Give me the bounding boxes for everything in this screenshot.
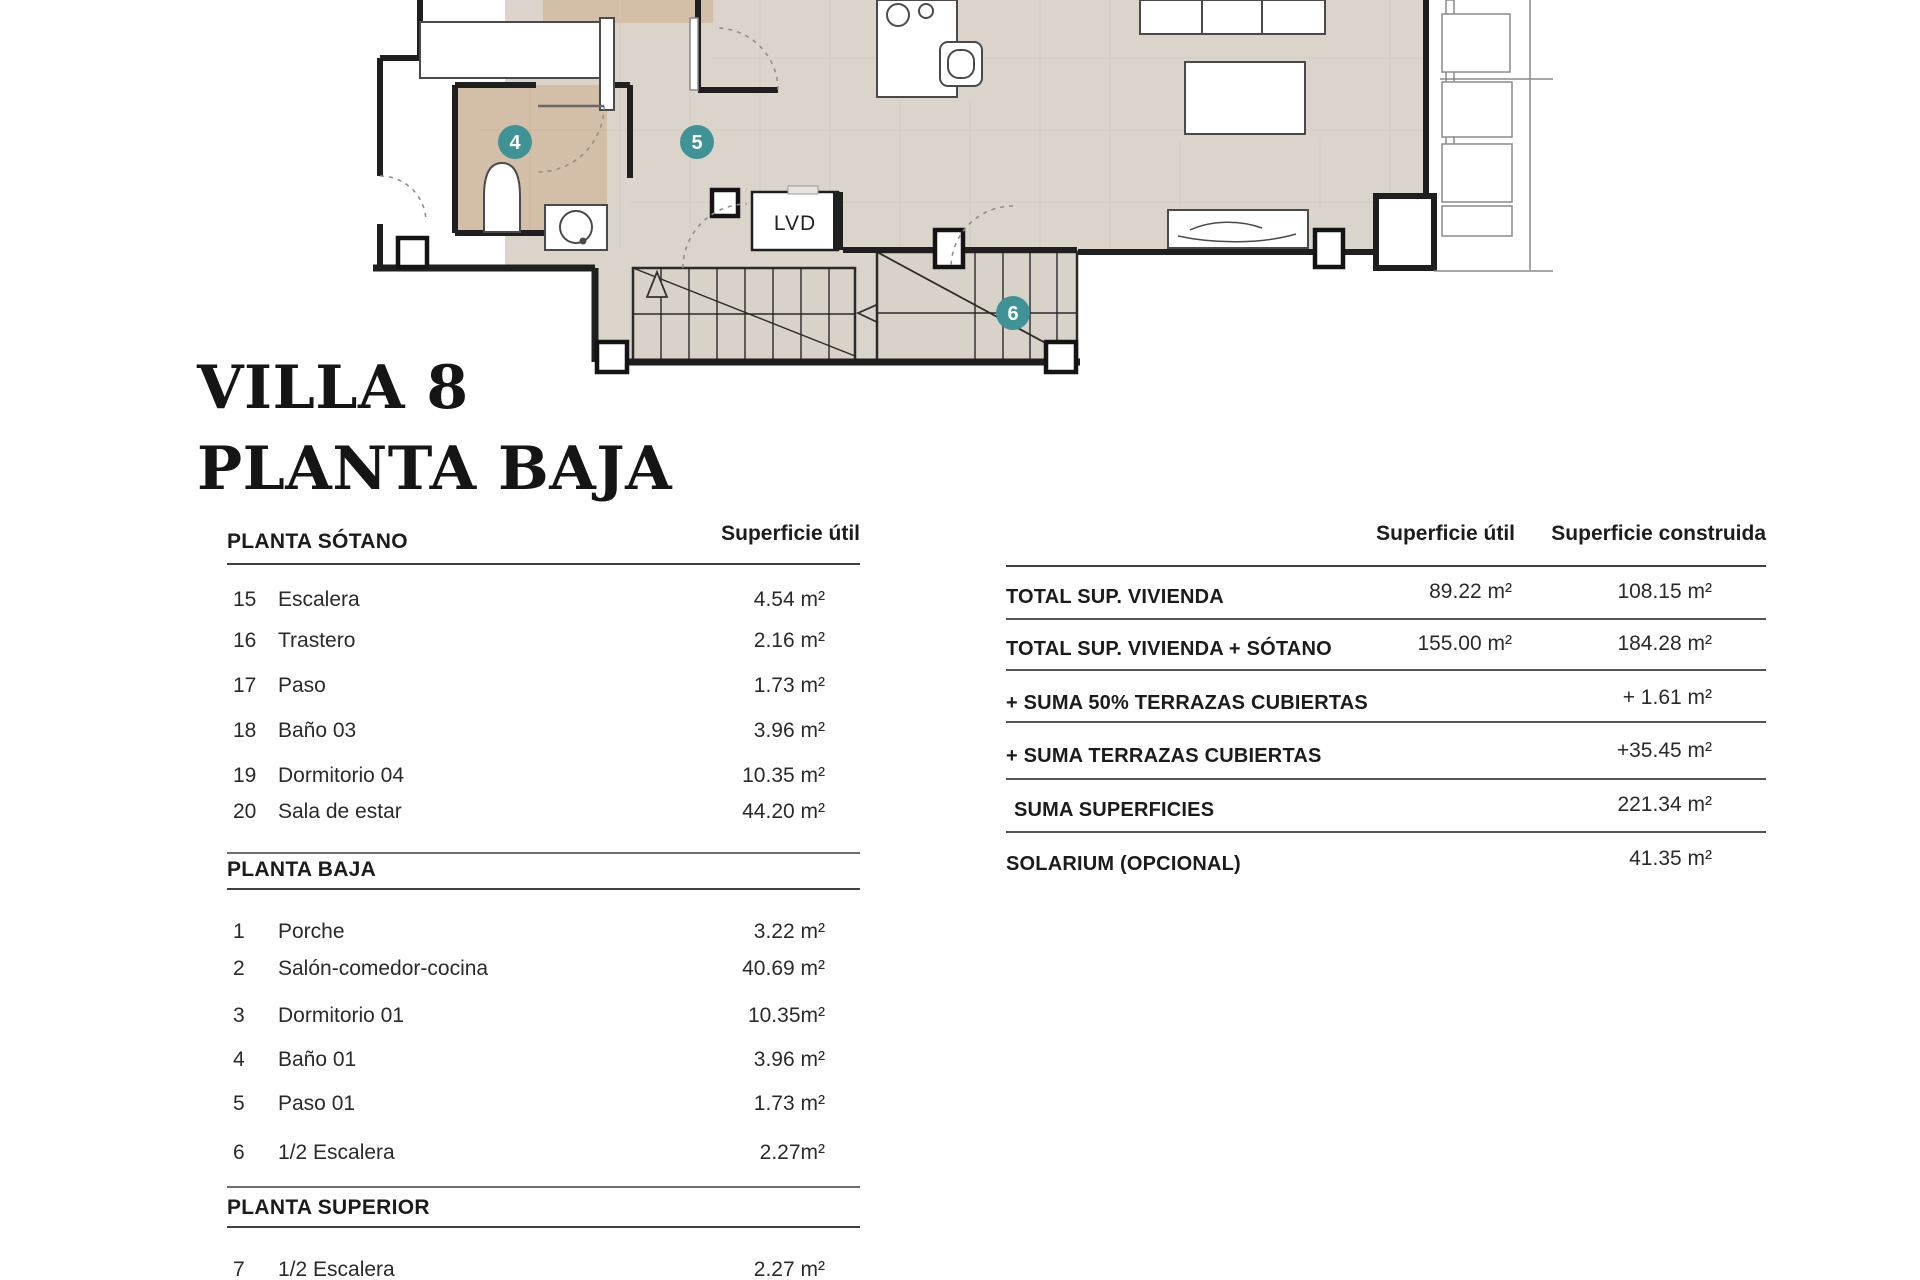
table-row <box>227 1141 850 1167</box>
divider <box>1006 831 1766 833</box>
row-value: 2.27 m² <box>753 1258 825 1280</box>
summary-row <box>1006 847 1766 879</box>
coffee-table <box>1185 62 1305 134</box>
summary-construida: 221.34 m² <box>1617 793 1712 816</box>
divider <box>227 852 860 854</box>
row-num: 18 <box>233 719 257 742</box>
row-value: 3.96 m² <box>753 1048 825 1071</box>
row-num: 7 <box>233 1258 245 1280</box>
summary-construida: + 1.61 m² <box>1622 686 1712 709</box>
row-value: 44.20 m² <box>742 800 825 823</box>
staircase-left <box>633 268 883 360</box>
divider <box>227 1226 860 1228</box>
row-num: 5 <box>233 1092 245 1115</box>
row-num: 3 <box>233 1004 245 1027</box>
divider <box>1006 618 1766 620</box>
wall-stub <box>833 192 843 250</box>
row-value: 1.73 m² <box>753 674 825 697</box>
row-value: 2.16 m² <box>753 629 825 652</box>
divider <box>227 1186 860 1188</box>
row-name: Dormitorio 04 <box>278 764 405 787</box>
svg-text:5: 5 <box>691 132 703 154</box>
summary-row <box>1006 686 1766 718</box>
row-name: Baño 01 <box>278 1048 357 1071</box>
row-num: 15 <box>233 588 257 611</box>
summary-label: TOTAL SUP. VIVIENDA <box>1006 586 1224 608</box>
row-name: Paso 01 <box>278 1092 356 1115</box>
row-name: Trastero <box>278 629 356 652</box>
room-marker-6 <box>996 296 1030 330</box>
section-header-planta-sotano: PLANTA SÓTANO <box>227 530 408 553</box>
page-title <box>197 348 672 510</box>
row-name: Dormitorio 01 <box>278 1004 405 1027</box>
table-row <box>227 1048 850 1074</box>
row-num: 19 <box>233 764 257 787</box>
row-name: Salón-comedor-cocina <box>278 957 489 980</box>
summary-label: TOTAL SUP. VIVIENDA + SÓTANO <box>1006 638 1332 660</box>
table-row <box>227 674 850 700</box>
row-value: 3.22 m² <box>753 920 825 943</box>
summary-row <box>1006 632 1766 664</box>
cooktop-burner <box>919 4 933 18</box>
summary-row <box>1006 580 1766 612</box>
summary-row <box>1006 739 1766 771</box>
summary-label: + SUMA 50% TERRAZAS CUBIERTAS <box>1006 692 1368 714</box>
row-num: 20 <box>233 800 257 823</box>
toilet <box>484 163 520 232</box>
summary-construida: 184.28 m² <box>1617 632 1712 655</box>
divider <box>227 888 860 890</box>
svg-text:6: 6 <box>1007 303 1019 325</box>
svg-text:4: 4 <box>509 132 521 154</box>
row-num: 2 <box>233 957 245 980</box>
table-row <box>227 957 850 983</box>
row-value: 10.35 m² <box>742 764 825 787</box>
lvd-label: LVD <box>773 212 817 235</box>
summary-row <box>1006 793 1766 825</box>
row-name: Baño 03 <box>278 719 357 742</box>
row-num: 17 <box>233 674 257 697</box>
table-row <box>227 1092 850 1118</box>
right-col-header-superficie-construida: Superficie construida <box>1551 522 1766 545</box>
bath-sink-bowl <box>560 211 592 243</box>
table-row <box>227 629 850 655</box>
row-name: 1/2 Escalera <box>278 1141 395 1164</box>
row-num: 1 <box>233 920 245 943</box>
room-marker-5 <box>680 125 714 159</box>
row-num: 6 <box>233 1141 245 1164</box>
table-row <box>227 920 850 946</box>
summary-construida: 41.35 m² <box>1629 847 1712 870</box>
summary-label: SUMA SUPERFICIES <box>1014 799 1215 821</box>
row-name: Porche <box>278 920 345 943</box>
sofa <box>1140 0 1325 34</box>
section-header-planta-superior: PLANTA SUPERIOR <box>227 1196 430 1219</box>
summary-label: + SUMA TERRAZAS CUBIERTAS <box>1006 745 1322 767</box>
table-row <box>227 1004 850 1030</box>
page-title-line1: VILLA 8 <box>197 353 469 423</box>
row-num: 16 <box>233 629 257 652</box>
wardrobe-panel <box>600 18 614 110</box>
section-header-planta-baja: PLANTA BAJA <box>227 858 377 881</box>
right-col-header-superficie-util: Superficie útil <box>1376 522 1515 545</box>
row-name: Escalera <box>278 588 360 611</box>
page-title-line2: PLANTA BAJA <box>197 434 673 504</box>
cooktop-burner <box>887 4 909 26</box>
table-row <box>227 1258 850 1280</box>
divider <box>227 563 860 565</box>
row-num: 4 <box>233 1048 245 1071</box>
row-value: 40.69 m² <box>742 957 825 980</box>
floor-strip-top <box>543 0 713 23</box>
divider <box>1006 721 1766 723</box>
kitchen-sink <box>940 42 982 86</box>
summary-construida: +35.45 m² <box>1616 739 1712 762</box>
left-col-header-superficie-util: Superficie útil <box>721 522 860 545</box>
row-name: Sala de estar <box>278 800 402 823</box>
table-row <box>227 800 850 826</box>
row-name: Paso <box>278 674 326 697</box>
row-value: 4.54 m² <box>753 588 825 611</box>
divider <box>1006 778 1766 780</box>
table-row <box>227 588 850 614</box>
row-name: 1/2 Escalera <box>278 1258 395 1280</box>
row-value: 1.73 m² <box>753 1092 825 1115</box>
summary-util: 89.22 m² <box>1429 580 1512 603</box>
floor-plan <box>360 0 1560 385</box>
row-value: 3.96 m² <box>753 719 825 742</box>
row-value: 10.35m² <box>747 1004 825 1027</box>
row-value: 2.27m² <box>759 1141 825 1164</box>
terrace-steps <box>1434 0 1553 271</box>
divider <box>1006 565 1766 567</box>
room-marker-4 <box>498 125 532 159</box>
bed-top-left <box>420 22 608 78</box>
summary-label: SOLARIUM (OPCIONAL) <box>1006 853 1241 875</box>
table-row <box>227 764 850 790</box>
summary-construida: 108.15 m² <box>1617 580 1712 603</box>
divider <box>1006 669 1766 671</box>
table-row <box>227 719 850 745</box>
summary-util: 155.00 m² <box>1417 632 1512 655</box>
